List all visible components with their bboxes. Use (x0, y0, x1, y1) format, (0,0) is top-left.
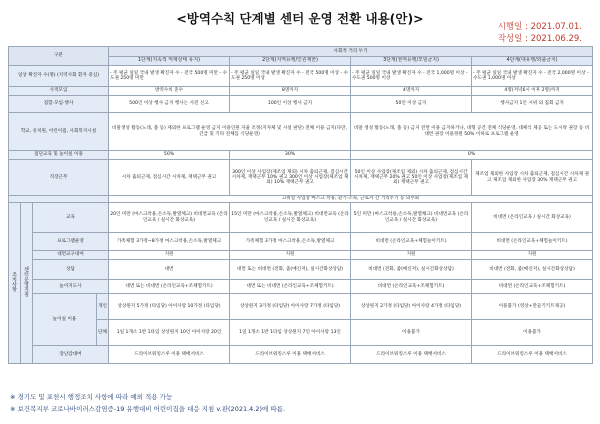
counseling-level-4: 비대면 (전화, 줌(메신저), 실시간화상상담) (472, 260, 593, 280)
row-label-events: 집합·모임·행사 (9, 96, 109, 113)
center-measures-label: 조치 사항 (9, 203, 21, 364)
gathering-level-2: 8명까지 (230, 87, 351, 96)
row-label-schools: 학교, 유치원, 어린이집, 사회복지시설 (9, 113, 109, 151)
room-ratio-level-2: 30% (230, 151, 351, 160)
events-level-3: 50인 이상 금지 (351, 96, 472, 113)
outreach-level-2: 지원 (230, 251, 351, 260)
header-category: 구분 (9, 47, 109, 66)
row-label-playroom: 놀이실 이용 (33, 294, 97, 346)
counseling-level-2: 대면 또는 비대면 (전화, 줌(메신저), 실시간화상상담) (230, 260, 351, 280)
education-level-4: 비대면 (온라인교육 / 실시간 화상교육) (472, 203, 593, 233)
education-level-3: 5인 미만 (마스크착용,손소독,발열체크) 비대면교육 (온라인교육 / 실시간 화상교육) (351, 203, 472, 233)
workplace-level-3: 50인 이상 사업장(제조업 제외) 시차 출퇴근제, 점심시간 시차제, 재택근무 20% 권고 50인 이상 사업장(제조업 제외) 재택근무 권고 (351, 160, 472, 196)
level-2-header: 2단계(지역유행/인원제한) (230, 57, 351, 66)
outreach-level-1: 지원 (109, 251, 230, 260)
row-label-education: 교육 (33, 203, 109, 233)
document-title: <방역수칙 단계별 센터 운영 전환 내용(안)> (176, 11, 424, 26)
row-label-outreach: 대면교구대여 (33, 251, 109, 260)
gathering-level-1: 방역수칙 준수 (109, 87, 230, 96)
playroom-individual-level-4: 이용불가 (영상+만들기키트제공) (472, 294, 593, 320)
room-ratio-levels-3-4: 0% (351, 151, 593, 160)
outreach-level-4: 지원 (472, 251, 593, 260)
effective-date: 시행일 : 2021.07.01. (497, 22, 582, 32)
workplace-footnote: 고위험 사업장 마스크 착용, 환기·소독, 근로자 간 거리두기 등 의무화 (109, 196, 593, 203)
toy-rental-level-2: 드라이브워킹스루 이용 택배서비스 (230, 346, 351, 364)
note-1: ※ 경기도 및 포천시 행정조치 사항에 따라 예외 적용 가능 (10, 393, 173, 401)
playroom-group-level-1: 1일 1개소 1반 1타임 상상원지 10인 아이사랑 20인 (109, 320, 230, 346)
header-distancing: 사회적 거리 두기 (109, 47, 593, 57)
toy-library-level-4: 비대면 (온라인교육+조체험키트) (472, 280, 593, 294)
playroom-group-label: 단체 (97, 320, 109, 346)
program-level-4: 비대면 (온라인교육+체험놀이키트) (472, 233, 593, 251)
cases-level-3: - 주 평균 일일 국내 발생 확진자 수 - 전국 1,000명 이상 - 수도권 500명 이상 (351, 66, 472, 87)
toy-library-level-1: 대면 또는 비대면 (온라인교육+조체험키트) (109, 280, 230, 294)
toy-library-level-3: 비대면 (온라인교육+조체험키트) (351, 280, 472, 294)
cases-level-1: - 주 평균 일일 국내 발생 확진자 수 - 전국 500명 미만 - 수도권 250명 미만 (109, 66, 230, 87)
row-label-workplace: 직장근무 (9, 160, 109, 196)
row-label-toy-rental: 장난감대여 (33, 346, 109, 364)
cases-level-4: - 주 평균 일일 국내 발생 확진자 수 - 전국 2,000명 이상 - 수도권 1,000명 이상 (472, 66, 593, 87)
row-label-room-ratio: 집단교육 및 놀이실 이용 (9, 151, 109, 160)
events-level-2: 100인 이상 행사 금지 (230, 96, 351, 113)
toy-rental-level-4: 드라이브워킹스루 이용 택배서비스 (472, 346, 593, 364)
education-level-1: 20인 미만 (마스크착용,손소독,발열체크) 비대면교육 (온라인교육 / 실시간 화상교육) (109, 203, 230, 233)
written-date: 작성일 : 2021.06.29. (497, 34, 582, 44)
note-2: ※ 보건복지부 코로나바이러스감염증-19 유행대비 어린이집을 대응 지침 v.판(2021.4.2)에 따름. (10, 405, 286, 413)
row-label-cases: 일상 확진자 수(명) (지역사회 환자 중심) (9, 66, 109, 87)
toy-rental-level-1: 드라이브워킹스루 이용 택배서비스 (109, 346, 230, 364)
counseling-level-1: 대면 (109, 260, 230, 280)
playroom-individual-level-2: 상상원지 3가정 (타임당) 아이사랑 7가정 (타임당) (230, 294, 351, 320)
playroom-group-level-4: 이용불가 (472, 320, 593, 346)
playroom-individual-level-1: 상상원지 5가정 (타임당) 아이사랑 10가정 (타임당) (109, 294, 230, 320)
program-level-2: 가족체험 3가정 마스크착용,손소독,발열체크 (230, 233, 351, 251)
level-1-header: 1단계(지속적 억제상태 유지) (109, 57, 230, 66)
playroom-individual-label: 개인 (97, 294, 109, 320)
program-level-3: 비대면 (온라인교육+체험놀이키트) (351, 233, 472, 251)
events-level-1: 500인 이상 행사 금지 행사는 사전 신고 (109, 96, 230, 113)
cases-level-2: - 주 평균 일일 국내 발생 확진자 수 - 전국 500명 이상 - 수도권 250명 이상 (230, 66, 351, 87)
row-label-gathering: 사적모임 (9, 87, 109, 96)
workplace-level-4: 제조업 제외한 사업장 시차 출퇴근제, 점심시간 시차제 권고 제조업 제외한 사업장 30% 재택근무 권고 (472, 160, 593, 196)
row-label-program: 프로그램운영 (33, 233, 109, 251)
gathering-level-3: 4명까지 (351, 87, 472, 96)
workplace-level-2: 300인 이상 사업장(제조업 제외) 시차 출퇴근제, 점심시간 시차제, 재택근무 10% 권고 300인 이상 사업장(제조업 제외) 10% 재택근무 권고 (230, 160, 351, 196)
outreach-level-3: 지원 (351, 251, 472, 260)
workplace-level-1: 시차 출퇴근제, 점심시간 시차제, 재택근무 권고 (109, 160, 230, 196)
workplace-footnote-label (9, 196, 109, 203)
toy-library-level-2: 대면 또는 비대면 (온라인교육+조체험키트) (230, 280, 351, 294)
program-level-1: 가족체험 3가정~8가정 마스크착용,손소독,발열체크 (109, 233, 230, 251)
row-label-counseling: 상담 (33, 260, 109, 280)
schools-levels-1-2: 비말생성 활동(노래, 춤 등) 제외한 프로그램 운영 금지 이용인원 자율 조정(지자체 및 시설 판단) 전체 이용 금지(다만, 긴급 및 기타 전체를 식당운영) (109, 113, 351, 151)
level-3-header: 3단계(권역유행/모임금지) (351, 57, 472, 66)
playroom-individual-level-3: 상상원지 2가정 (타임당) 아이사랑 4가정 (타임당) (351, 294, 472, 320)
center-guideline-label: 센터 운영 지침 (21, 203, 33, 364)
guideline-table (8, 46, 593, 364)
room-ratio-level-1: 50% (109, 151, 230, 160)
education-level-2: 15인 미만 (마스크착용,손소독,발열체크) 비대면교육 (온라인교육 / 실시간 화상교육) (230, 203, 351, 233)
level-4-header: 4단계(대유행/외출금지) (472, 57, 593, 66)
playroom-group-level-3: 이용불가 (351, 320, 472, 346)
toy-rental-level-3: 드라이브워킹스루 이용 택배서비스 (351, 346, 472, 364)
events-level-4: 행사금지 1인 시위 외 집회 금지 (472, 96, 593, 113)
playroom-group-level-2: 1일 1개소 1반 1타임 상상원지 7인 아이사랑 13인 (230, 320, 351, 346)
row-label-toy-library: 놀이지도사 (33, 280, 109, 294)
counseling-level-3: 비대면 (전화, 줌(메신저), 실시간화상상담) (351, 260, 472, 280)
gathering-level-4: 4명(저녁6시 이후 2명)까지 (472, 87, 593, 96)
schools-levels-3-4: 비말 생성 활동(노래, 춤 등) 금지 전면 이용 금지하거나, 대형 공간 전체 식당운영, 대체식 제공 또는 도시락 권장 등 비대면 권장 이용정원 50% 이하로 프로그램 운영 (351, 113, 593, 151)
